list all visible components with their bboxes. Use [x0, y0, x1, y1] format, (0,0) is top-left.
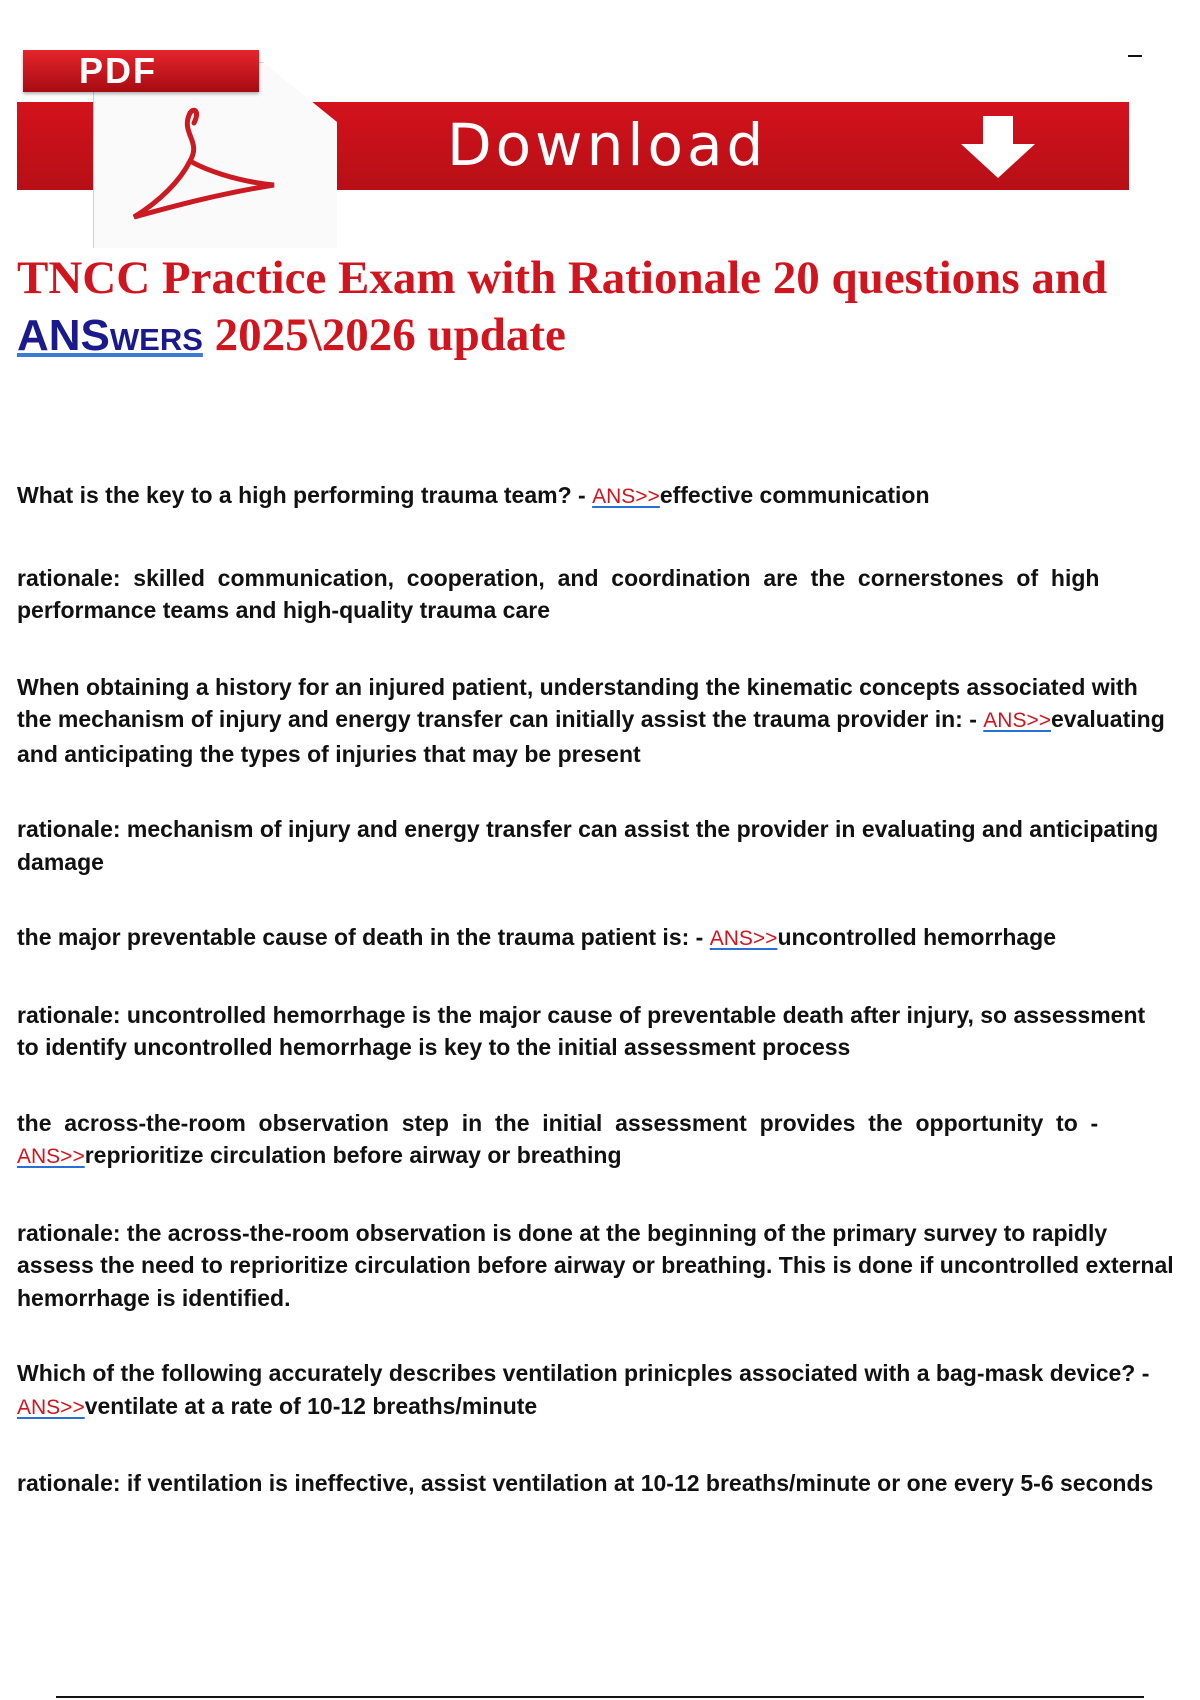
line-text: the major preventable cause of death in the trauma patient is: -	[17, 924, 710, 950]
download-label[interactable]: Download	[447, 111, 768, 179]
line-text: and anticipating the types of injuries that may be present	[17, 740, 641, 767]
qa-block-r1	[17, 562, 1200, 627]
text-line	[17, 562, 1200, 595]
qa-block-q4	[17, 1107, 1200, 1174]
page-bottom-rule	[56, 1696, 1144, 1698]
ans-marker-link[interactable]: ANS>>	[983, 709, 1051, 732]
text-line	[17, 1467, 1200, 1500]
line-text: the across-the-room observation step in the initial assessment provides the opportunity to -	[17, 1109, 1099, 1136]
qa-block-q5	[17, 1357, 1200, 1424]
text-line	[17, 738, 1200, 771]
line-text: performance teams and high-quality trauma care	[17, 597, 550, 623]
text-line	[17, 1217, 1200, 1250]
answer-text: reprioritize circulation before airway or breathing	[84, 1142, 622, 1168]
text-line	[17, 921, 1200, 956]
answer-text: uncontrolled hemorrhage	[777, 924, 1057, 950]
title-line-2-rest: 2025\2026 update	[202, 309, 566, 361]
line-text: rationale: if ventilation is ineffective, assist ventilation at 10-12 breaths/minute or one every 5-6 seconds	[17, 1470, 1154, 1496]
page-title	[17, 250, 1187, 364]
line-text: rationale: skilled communication, cooperation, and coordination are the cornerstones of high	[17, 564, 1100, 591]
qa-block-r3	[17, 999, 1200, 1064]
line-text: rationale: uncontrolled hemorrhage is the major cause of preventable death after injury, so assessment	[17, 1001, 1146, 1028]
text-line	[17, 1031, 1200, 1064]
text-line	[17, 813, 1200, 846]
text-line	[17, 671, 1200, 704]
line-text: the mechanism of injury and energy transfer can initially assist the trauma provider in: -	[17, 706, 984, 732]
page-corner-dash	[1128, 55, 1142, 57]
qa-block-r5	[17, 1467, 1200, 1500]
text-line	[17, 703, 1200, 738]
pdf-download-banner[interactable]	[17, 42, 1129, 210]
text-line	[17, 1249, 1200, 1282]
text-line	[17, 999, 1200, 1032]
qa-block-q2	[17, 671, 1200, 771]
line-text: to identify uncontrolled hemorrhage is key to the initial assessment process	[17, 1034, 851, 1060]
line-text: damage	[17, 848, 104, 875]
text-line	[17, 1107, 1200, 1140]
title-answers-link[interactable]: ANSwers	[17, 311, 203, 360]
line-text: assess the need to reprioritize circulation before airway or breathing. This is done if uncontrolled external	[17, 1252, 1174, 1278]
ans-marker-link[interactable]: ANS>>	[592, 485, 660, 508]
title-line-1: TNCC Practice Exam with Rationale 20 questions and	[17, 252, 1108, 304]
text-line	[17, 1390, 1200, 1425]
line-text: hemorrhage is identified.	[17, 1284, 291, 1311]
line-text: Which of the following accurately describes ventilation prinicples associated with a bag-mask device? -	[17, 1360, 1150, 1386]
download-arrow-icon[interactable]	[957, 114, 1039, 182]
line-text: rationale: mechanism of injury and energy transfer can assist the provider in evaluating and anticipating	[17, 816, 1159, 842]
title-line-2	[17, 307, 1187, 364]
qa-block-q1	[17, 479, 1200, 514]
qa-block-r2	[17, 813, 1200, 878]
answer-text: effective communication	[659, 482, 930, 508]
ans-marker-link[interactable]: ANS>>	[17, 1395, 85, 1419]
answer-text: ventilate at a rate of 10-12 breaths/minute	[84, 1392, 538, 1419]
text-line	[17, 479, 1200, 514]
text-line	[17, 1282, 1200, 1315]
line-text: When obtaining a history for an injured patient, understanding the kinematic concepts associated with	[17, 673, 1138, 700]
text-line	[17, 594, 1200, 627]
line-text: rationale: the across-the-room observation is done at the beginning of the primary survey to rapidly	[17, 1219, 1108, 1246]
qa-block-q3	[17, 921, 1200, 956]
text-line	[17, 1139, 1200, 1174]
pdf-label-tab: PDF	[23, 50, 259, 92]
qa-content	[17, 436, 1200, 1500]
line-text: What is the key to a high performing trauma team? -	[17, 482, 593, 508]
text-line	[17, 1357, 1200, 1390]
ans-marker-link[interactable]: ANS>>	[709, 927, 778, 950]
ans-marker-link[interactable]: ANS>>	[17, 1145, 85, 1168]
text-line	[17, 846, 1200, 879]
qa-block-r4	[17, 1217, 1200, 1315]
answer-text: evaluating	[1050, 706, 1165, 732]
